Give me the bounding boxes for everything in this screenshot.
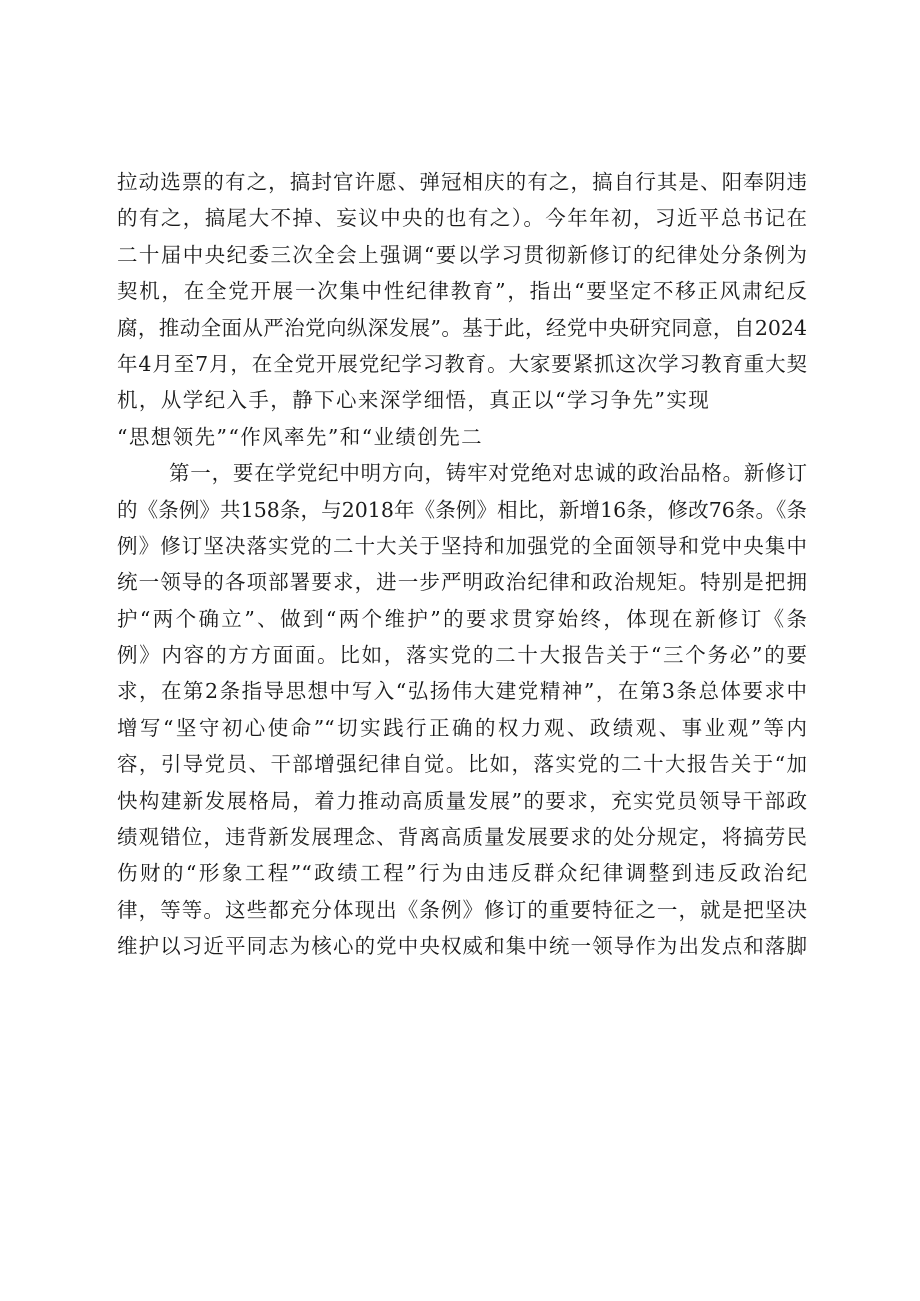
text-line: 二十届中央纪委三次全会上强调“要以学习贯彻新修订的纪律处分条例为 — [117, 242, 807, 267]
text-line: 契机，在全党开展一次集中性纪律教育”，指出“要坚定不移正风肃纪反 — [117, 279, 807, 304]
text-line: 律，等等。这些都充分体现出《条例》修订的重要特征之一，就是把坚决 — [117, 897, 807, 922]
text-line: 机，从学纪入手，静下心来深学细悟，真正以“学习争先”实现 — [117, 388, 711, 413]
text-line: 的《条例》共158条，与2018年《条例》相比，新增16条，修改76条。《条 — [117, 497, 807, 522]
text-line: 求，在第2条指导思想中写入“弘扬伟大建党精神”，在第3条总体要求中 — [117, 679, 807, 704]
text-line: 增写“坚守初心使命”“切实践行正确的权力观、政绩观、事业观”等内 — [117, 715, 807, 740]
text-line: 例》内容的方方面面。比如，落实党的二十大报告关于“三个务必”的要 — [117, 643, 807, 668]
text-line: 腐，推动全面从严治党向纵深发展”。基于此，经党中央研究同意，自2024 — [117, 315, 807, 340]
text-line: 快构建新发展格局，着力推动高质量发展”的要求，充实党员领导干部政 — [117, 788, 807, 813]
text-line: 容，引导党员、干部增强纪律自觉。比如，落实党的二十大报告关于“加 — [117, 752, 807, 777]
text-line: 统一领导的各项部署要求，进一步严明政治纪律和政治规矩。特别是把拥 — [117, 570, 807, 595]
text-line: 的有之，搞尾大不掉、妄议中央的也有之）。今年年初，习近平总书记在 — [117, 206, 807, 231]
text-line: 伤财的“形象工程”“政绩工程”行为由违反群众纪律调整到违反政治纪 — [117, 861, 807, 886]
text-line: 拉动选票的有之，搞封官许愿、弹冠相庆的有之，搞自行其是、阳奉阴违 — [117, 170, 807, 194]
text-line: 绩观错位，违背新发展理念、背离高质量发展要求的处分规定，将搞劳民 — [117, 825, 807, 850]
body-text — [117, 164, 807, 965]
text-line: 年4月至7月，在全党开展党纪学习教育。大家要紧抓这次学习教育重大契 — [117, 351, 807, 376]
text-line: “思想领先”“作风率先”和“业绩创先二 — [117, 424, 484, 449]
text-line: 护“两个确立”、做到“两个维护”的要求贯穿始终，体现在新修订《条 — [117, 606, 807, 631]
paragraph-first-line: 第一，要在学党纪中明方向，铸牢对党绝对忠诚的政治品格。新修订 — [169, 461, 807, 486]
text-line: 例》修订坚决落实党的二十大关于坚持和加强党的全面领导和党中央集中 — [117, 533, 807, 558]
text-line: 维护以习近平同志为核心的党中央权威和集中统一领导作为出发点和落脚 — [117, 934, 807, 959]
